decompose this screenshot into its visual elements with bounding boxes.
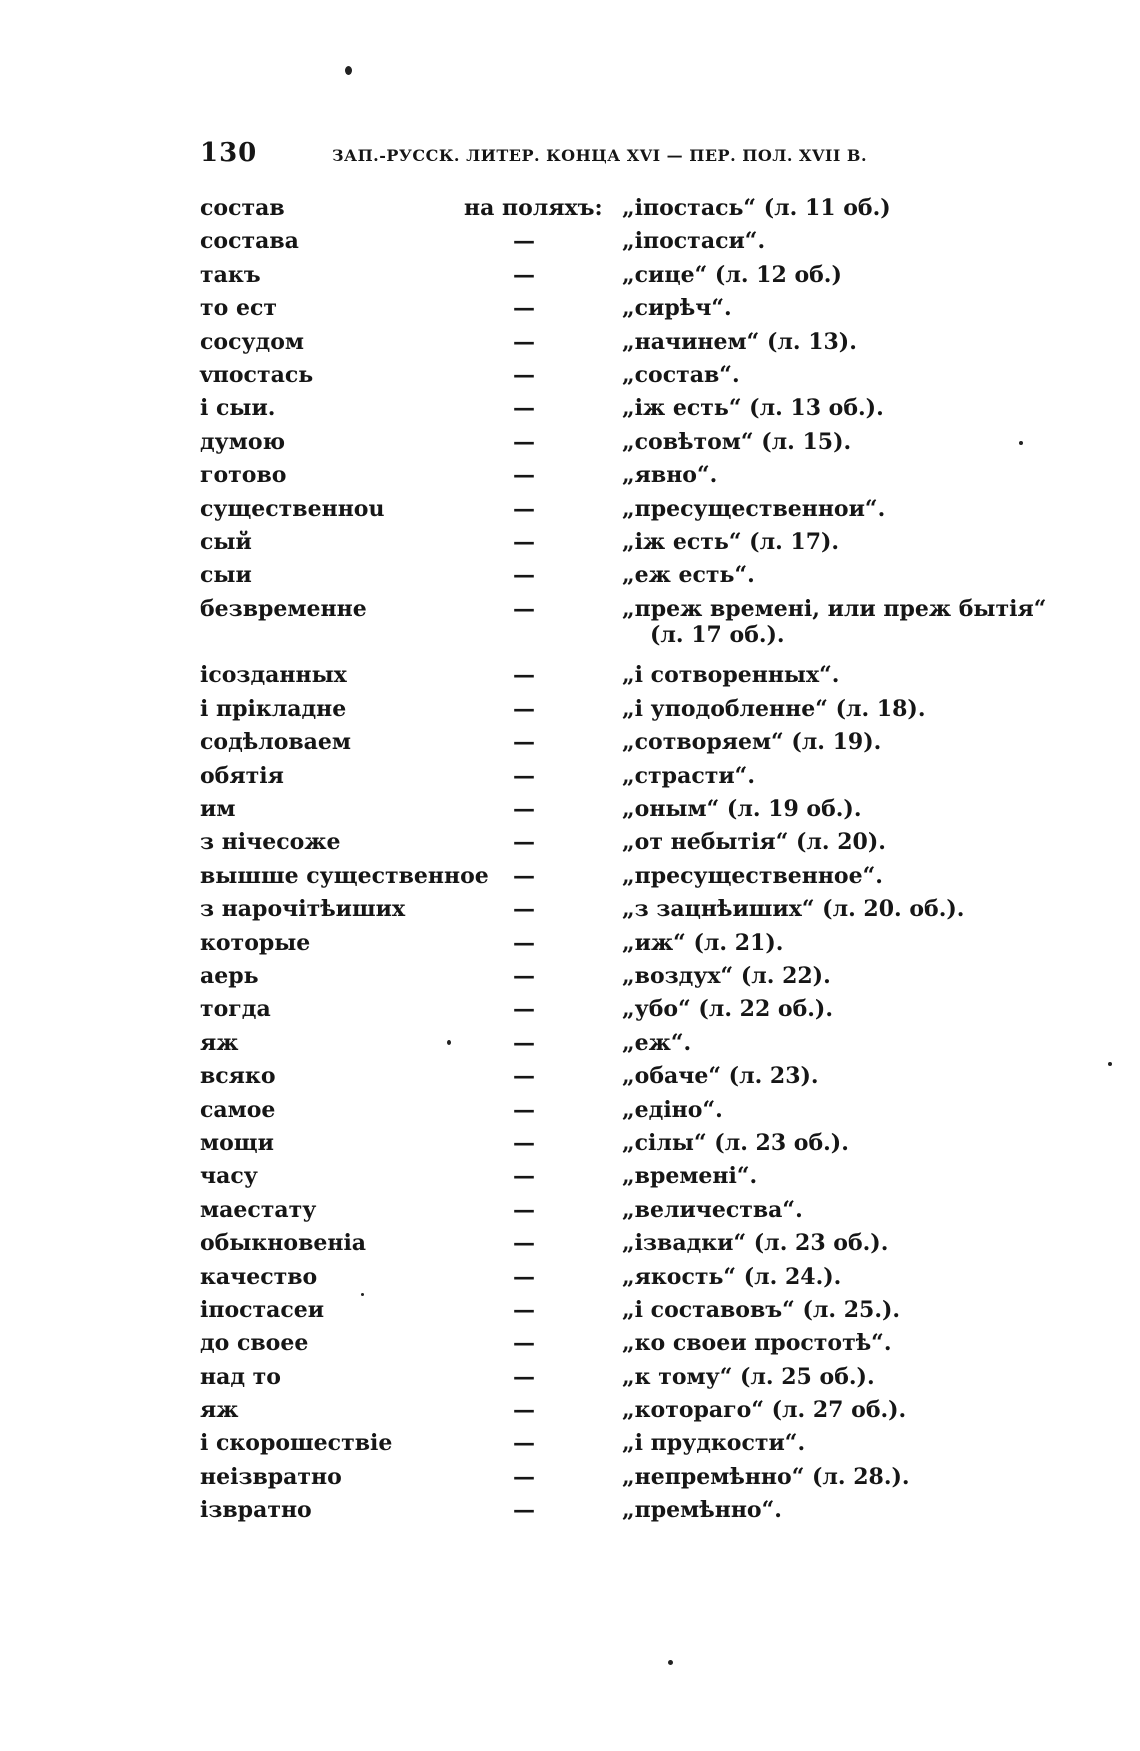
gloss-text: „сице“ (л. 12 об.): [622, 261, 842, 288]
table-row: [0, 1497, 1140, 1530]
table-row: [0, 1063, 1140, 1096]
gloss-text: „сiлы“ (л. 23 об.).: [622, 1129, 849, 1156]
source-word: сый: [200, 528, 252, 555]
gloss-text: „сирѣч“.: [622, 295, 732, 322]
table-row: [0, 1430, 1140, 1463]
ditto-dash: —: [513, 1497, 535, 1524]
page-number: 130: [200, 138, 258, 168]
gloss-text: „величества“.: [622, 1196, 803, 1223]
gloss-text: „иж“ (л. 21).: [622, 929, 784, 956]
margin-gloss: [622, 1130, 849, 1156]
table-row: [0, 1264, 1140, 1297]
margin-gloss: [622, 930, 783, 956]
table-row: [0, 262, 1140, 295]
ink-speck: [345, 66, 352, 75]
margin-gloss: [622, 462, 717, 488]
gloss-text: „обаче“ (л. 23).: [622, 1063, 819, 1090]
margin-gloss: [622, 1464, 910, 1490]
margin-gloss: [622, 496, 885, 522]
source-word: vпостась: [200, 361, 314, 388]
ditto-dash: —: [513, 1463, 535, 1490]
gloss-text: „состав“.: [622, 361, 740, 388]
margin-gloss: [622, 395, 884, 421]
table-row: [0, 1030, 1140, 1063]
margin-gloss: [622, 1197, 803, 1223]
gloss-text: „з зацнѣиших“ (л. 20. об.).: [622, 896, 965, 923]
source-word: до своее: [200, 1330, 309, 1357]
table-row: [0, 696, 1140, 729]
table-row: [0, 395, 1140, 428]
gloss-text: „явно“.: [622, 462, 718, 489]
table-row: [0, 963, 1140, 996]
table-row: [0, 1364, 1140, 1397]
source-word: самое: [200, 1096, 276, 1123]
ditto-dash: —: [513, 1129, 535, 1156]
source-word: обятiя: [200, 762, 284, 789]
margin-gloss: [622, 796, 862, 822]
gloss-text: „премѣнно“.: [622, 1497, 782, 1524]
gloss-text: „iж есть“ (л. 13 об.).: [622, 395, 884, 422]
source-word: яж: [200, 1397, 239, 1424]
gloss-text: „якость“ (л. 24.).: [622, 1263, 842, 1290]
gloss-text: „убо“ (л. 22 об.).: [622, 996, 833, 1023]
source-word: з нiчесоже: [200, 829, 341, 856]
margin-gloss: [622, 1097, 723, 1123]
ditto-dash: —: [513, 829, 535, 856]
ditto-dash: —: [513, 1397, 535, 1424]
ditto-dash: —: [513, 1330, 535, 1357]
source-word: над то: [200, 1363, 281, 1390]
margin-gloss: [622, 1364, 875, 1390]
gloss-text: „страсти“.: [622, 762, 755, 789]
ditto-dash: —: [513, 328, 535, 355]
source-word: i скорошествiе: [200, 1430, 393, 1457]
gloss-text: „i сотворенных“.: [622, 662, 840, 689]
source-word: думою: [200, 428, 286, 455]
margin-gloss: [622, 1430, 805, 1456]
source-word: содѣловаем: [200, 729, 352, 756]
ditto-dash: —: [513, 695, 535, 722]
ink-speck: [361, 1293, 364, 1296]
table-row: [0, 529, 1140, 562]
source-word: часу: [200, 1163, 258, 1190]
source-word: состава: [200, 228, 299, 255]
ditto-dash: —: [513, 1063, 535, 1090]
ditto-dash: —: [513, 1430, 535, 1457]
ditto-dash: —: [513, 896, 535, 923]
margin-gloss: [622, 696, 926, 722]
margin-gloss: [622, 1163, 757, 1189]
source-word: сыи: [200, 562, 252, 589]
gloss-text: „сотворяем“ (л. 19).: [622, 729, 882, 756]
gloss-text: „к тому“ (л. 25 об.).: [622, 1363, 875, 1390]
table-row: [0, 729, 1140, 762]
source-word: безвременне: [200, 595, 367, 622]
ditto-dash: —: [513, 963, 535, 989]
source-word: i сыи.: [200, 395, 276, 422]
margin-gloss: [622, 662, 839, 688]
gloss-text: „преж времені, или преж бытія“: [622, 595, 1047, 622]
ditto-dash: —: [513, 762, 535, 789]
table-row: [0, 429, 1140, 462]
table-row: [0, 1097, 1140, 1130]
table-row: [0, 829, 1140, 862]
gloss-text: „пресущественнои“.: [622, 495, 886, 522]
gloss-text: „пресущественное“.: [622, 862, 883, 889]
gloss-text: „оным“ (л. 19 об.).: [622, 796, 862, 823]
table-row: [0, 496, 1140, 529]
table-row: [0, 662, 1140, 695]
margin-gloss: [622, 1330, 891, 1356]
margin-gloss: [622, 1297, 900, 1323]
gloss-text: „от небытiя“ (л. 20).: [622, 829, 886, 856]
table-row: [0, 996, 1140, 1029]
table-row: [0, 596, 1140, 663]
table-row: [0, 462, 1140, 495]
source-word: з нарочiтѣиших: [200, 896, 406, 923]
source-word: аерь: [200, 963, 259, 989]
ditto-dash: —: [513, 1163, 535, 1190]
margin-gloss: [622, 896, 964, 922]
source-word: то ест: [200, 295, 277, 322]
margin-gloss: [622, 195, 891, 221]
table-row: [0, 1130, 1140, 1163]
running-head: ЗАП.-РУССК. ЛИТЕР. КОНЦА XVI — ПЕР. ПОЛ. XVII В.: [332, 146, 868, 165]
table-row: [0, 228, 1140, 261]
source-word: состав: [200, 195, 285, 221]
ditto-dash: —: [513, 796, 535, 823]
source-word: яж: [200, 1029, 239, 1056]
source-word: iсозданных: [200, 662, 347, 689]
margin-gloss: [622, 529, 839, 555]
margin-gloss: [622, 295, 732, 321]
ditto-dash: —: [513, 528, 535, 555]
source-word: такъ: [200, 261, 261, 288]
ink-speck: [1019, 441, 1023, 445]
ditto-dash: —: [513, 662, 535, 689]
table-row: [0, 1464, 1140, 1497]
source-word: всяко: [200, 1063, 276, 1090]
ditto-dash: —: [513, 996, 535, 1023]
margin-gloss: [622, 996, 833, 1022]
table-row: [0, 763, 1140, 796]
ditto-dash: —: [513, 395, 535, 422]
margin-gloss: [622, 963, 831, 989]
gloss-text: „iзвадки“ (л. 23 об.).: [622, 1230, 889, 1257]
margin-gloss: [622, 729, 881, 755]
ditto-dash: —: [513, 228, 535, 255]
source-word: сосудом: [200, 328, 304, 355]
ditto-dash: —: [513, 428, 535, 455]
margin-gloss: [622, 863, 883, 889]
source-word: готово: [200, 462, 287, 489]
source-word: существенноu: [200, 495, 385, 522]
margin-gloss: [622, 228, 765, 254]
gloss-text: „совѣтом“ (л. 15).: [622, 428, 852, 455]
ditto-dash: —: [513, 1096, 535, 1123]
margin-gloss: [622, 829, 886, 855]
margin-gloss: [622, 429, 851, 455]
ditto-dash: —: [513, 295, 535, 322]
margin-gloss: [622, 329, 857, 355]
gloss-text: „еж есть“.: [622, 562, 755, 589]
source-word: i прiкладне: [200, 695, 347, 722]
source-word: им: [200, 796, 236, 823]
margin-gloss: [622, 562, 755, 588]
gloss-text: „воздух“ (л. 22).: [622, 963, 831, 989]
margin-gloss: [622, 262, 842, 288]
margin-gloss: [622, 1063, 819, 1089]
source-word: которые: [200, 929, 311, 956]
margin-gloss: [622, 1497, 782, 1523]
ditto-dash: —: [513, 1196, 535, 1223]
gloss-text: „iпостась“ (л. 11 об.): [622, 195, 891, 221]
source-word: обыкновенiа: [200, 1230, 367, 1257]
source-word: iпостасеи: [200, 1296, 325, 1323]
page-header: [200, 138, 920, 172]
table-row: [0, 1230, 1140, 1263]
ditto-dash: —: [513, 929, 535, 956]
table-row: [0, 195, 1140, 228]
table-row: [0, 863, 1140, 896]
table-row: [0, 1297, 1140, 1330]
table-row: [0, 930, 1140, 963]
margin-gloss: [622, 1030, 691, 1056]
ditto-dash: —: [513, 862, 535, 889]
margin-gloss: [622, 1230, 888, 1256]
gloss-text: „котораго“ (л. 27 об.).: [622, 1397, 907, 1424]
source-word: iзвратно: [200, 1497, 312, 1524]
gloss-text: „iж есть“ (л. 17).: [622, 528, 840, 555]
margin-gloss: [622, 763, 755, 789]
ditto-dash: —: [513, 261, 535, 288]
source-word: вышше существенное: [200, 862, 489, 889]
margin-note-label: на поляхъ:: [464, 195, 603, 221]
ditto-dash: —: [513, 495, 535, 522]
margin-gloss: [622, 596, 1046, 648]
gloss-text: „i прудкости“.: [622, 1430, 806, 1457]
gloss-text: „iпостаси“.: [622, 228, 766, 255]
source-word: неiзвратно: [200, 1463, 342, 1490]
table-row: [0, 329, 1140, 362]
ditto-dash: —: [513, 361, 535, 388]
table-row: [0, 796, 1140, 829]
ditto-dash: —: [513, 595, 535, 622]
source-word: тогда: [200, 996, 271, 1023]
table-row: [0, 295, 1140, 328]
ditto-dash: —: [513, 1029, 535, 1056]
ink-speck: [668, 1660, 673, 1665]
table-row: [0, 1163, 1140, 1196]
source-word: маестату: [200, 1196, 317, 1223]
ditto-dash: —: [513, 729, 535, 756]
source-word: качество: [200, 1263, 318, 1290]
ink-speck: [1108, 1062, 1112, 1066]
gloss-text: „еж“.: [622, 1029, 692, 1056]
ink-speck: [447, 1040, 451, 1045]
margin-gloss: [622, 1264, 841, 1290]
gloss-text: „времені“.: [622, 1163, 758, 1190]
source-word: мощи: [200, 1129, 274, 1156]
gloss-text: „едiно“.: [622, 1096, 723, 1123]
ditto-dash: —: [513, 462, 535, 489]
ditto-dash: —: [513, 1296, 535, 1323]
gloss-continuation: (л. 17 об.).: [650, 621, 785, 648]
gloss-text: „ко своеи простотѣ“.: [622, 1330, 892, 1357]
gloss-text: „непремѣнно“ (л. 28.).: [622, 1463, 910, 1490]
margin-gloss: [622, 362, 740, 388]
gloss-text: „i уподобленне“ (л. 18).: [622, 695, 926, 722]
table-row: [0, 562, 1140, 595]
table-row: [0, 896, 1140, 929]
margin-gloss: [622, 1397, 906, 1423]
table-row: [0, 362, 1140, 395]
ditto-dash: —: [513, 1363, 535, 1390]
table-row: [0, 1397, 1140, 1430]
table-row: [0, 1197, 1140, 1230]
gloss-table: [0, 195, 1140, 1531]
table-row: [0, 1330, 1140, 1363]
ditto-dash: —: [513, 1230, 535, 1257]
gloss-text: „i составовъ“ (л. 25.).: [622, 1296, 901, 1323]
ditto-dash: —: [513, 1263, 535, 1290]
ditto-dash: —: [513, 562, 535, 589]
gloss-text: „начинем“ (л. 13).: [622, 328, 857, 355]
